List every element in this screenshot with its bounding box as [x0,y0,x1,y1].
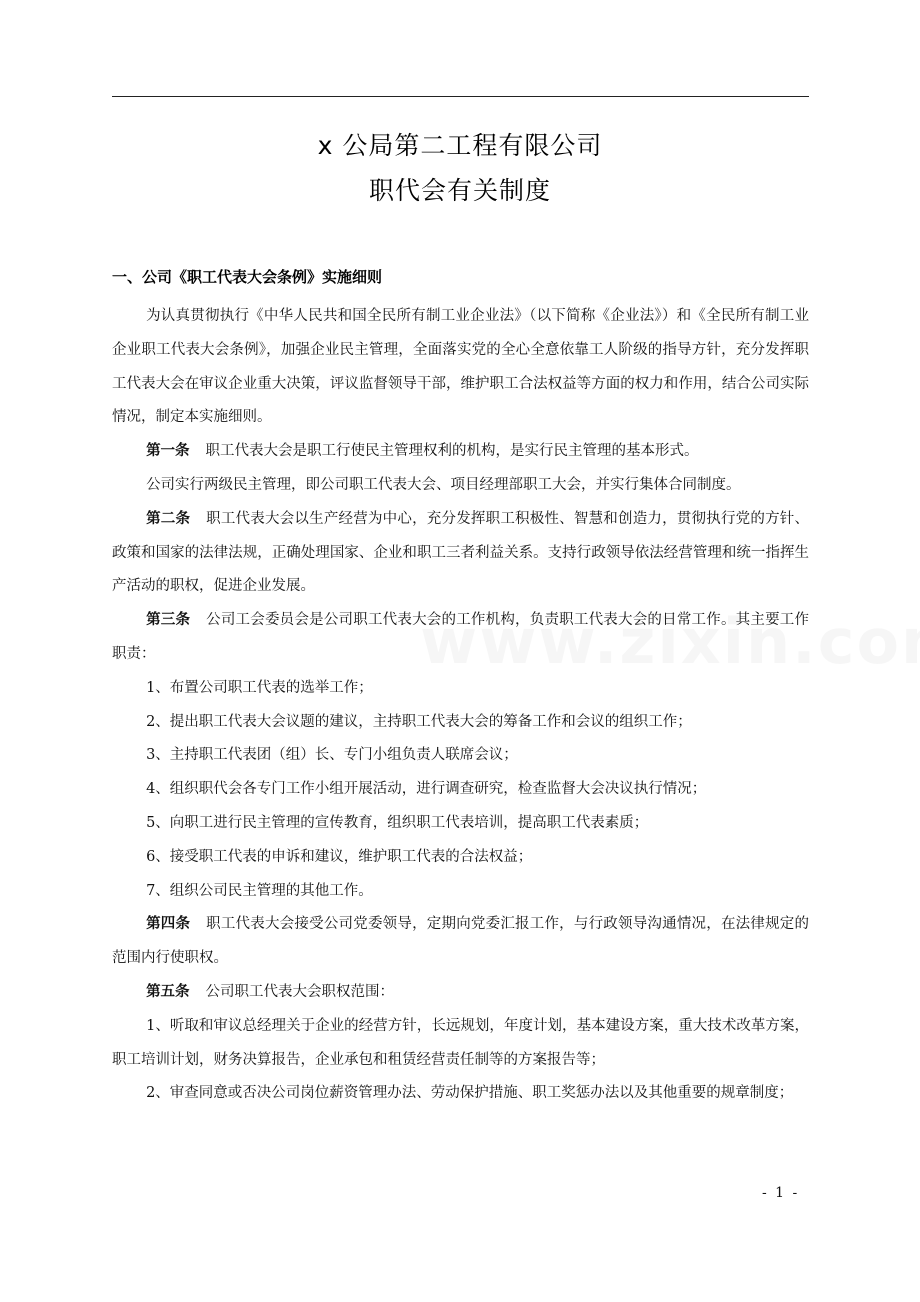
article-1-number: 第一条 [146,443,190,460]
article-4-text: 职工代表大会接受公司党委领导，定期向党委汇报工作，与行政领导沟通情况，在法律规定的范围内行使职权。 [112,916,810,967]
power-item: 1、听取和审议总经理关于企业的经营方针，长远规划，年度计划，基本建设方案，重大技术改革方案，职工培训计划，财务决算报告，企业承包和租赁经营责任制等的方案报告等； [112,1017,809,1068]
document-title: x 公局第二工程有限公司 [317,131,603,160]
page-number: - 1 - [762,1185,800,1201]
article-2-text: 职工代表大会以生产经营为中心，充分发挥职工积极性、智慧和创造力，贯彻执行党的方针、政策和国家的法律法规，正确处理国家、企业和职工三者利益关系。支持行政领导依法经营管理和统一指挥生产活动的职权，促进企业发展。 [112,510,810,595]
article-4 [112,908,809,976]
document-body [112,300,809,1111]
section-heading: 一、公司《职工代表大会条例》实施细则 [112,268,383,286]
article-2 [112,503,809,604]
article-3-number: 第三条 [146,612,191,629]
article-5-text: 公司职工代表大会职权范围： [205,983,394,1000]
power-item: 2、审查同意或否决公司岗位薪资管理办法、劳动保护措施、职工奖惩办法以及其他重要的规章制度； [146,1085,794,1102]
article-1 [112,435,809,469]
duty-item: 3、主持职工代表团（组）长、专门小组负责人联席会议； [146,747,518,764]
article-3-text: 公司工会委员会是公司职工代表大会的工作机构，负责职工代表大会的日常工作。其主要工作职责： [112,612,810,662]
header-rule [112,96,809,97]
document-subtitle: 职代会有关制度 [368,176,551,205]
duty-item: 5、向职工进行民主管理的宣传教育，组织职工代表培训，提高职工代表素质； [146,814,649,831]
article-4-number: 第四条 [146,916,191,933]
intro-paragraph: 为认真贯彻执行《中华人民共和国全民所有制工业企业法》（以下简称《企业法》）和《全民所有制工业企业职工代表大会条例》，加强企业民主管理，全面落实党的全心全意依靠工人阶级的指导方针，充分发挥职工代表大会在审议企业重大决策，评议监督领导干部，维护职工合法权益等方面的权力和作用，结合公司实际情况，制定本实施细则。 [112,308,809,426]
duty-item: 4、组织职代会各专门工作小组开展活动，进行调查研究，检查监督大会决议执行情况； [146,781,707,798]
duty-item: 6、接受职工代表的申诉和建议，维护职工代表的合法权益； [146,848,533,865]
duty-item: 7、组织公司民主管理的其他工作。 [146,882,373,899]
article-5-number: 第五条 [146,983,190,1000]
article-1-continuation: 公司实行两级民主管理，即公司职工代表大会、项目经理部职工大会，并实行集体合同制度。 [146,476,741,493]
article-1-text: 职工代表大会是职工行使民主管理权利的机构，是实行民主管理的基本形式。 [205,443,699,460]
duty-item: 1、布置公司职工代表的选举工作； [146,679,373,696]
article-3 [112,604,809,672]
article-5 [112,976,809,1010]
article-2-number: 第二条 [146,510,191,527]
duty-item: 2、提出职工代表大会议题的建议，主持职工代表大会的筹备工作和会议的组织工作； [146,713,692,730]
